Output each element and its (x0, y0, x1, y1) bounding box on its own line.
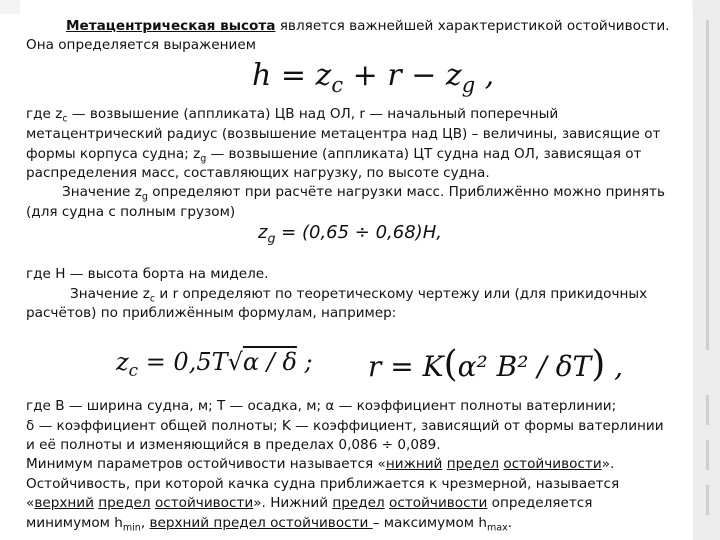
term-metacentric-height: Метацентрическая высота (66, 18, 276, 34)
formula-metacentric-height: $h = z_c + r - z_g$ , (252, 58, 495, 97)
para1-line1: Метацентрическая высота является важнейшей характеристикой остойчивости. (66, 18, 670, 34)
formula-zc: $z_c = 0,5T√\alpha / \delta$ ; (116, 348, 313, 380)
slide-content (20, 0, 692, 540)
para4-line7: минимумом $h_{min}$, верхний предел остойчивости – максимумом $h_{max}$. (26, 515, 513, 534)
formula-zg-approx: $z_g = (0,65 \div 0,68)H$, (258, 222, 442, 246)
para2-line5: Значение $z_g$ определяют при расчёте нагрузки масс. Приближённо можно принять (62, 184, 665, 203)
formula-r: r = K(α² B² / δT) , (368, 344, 624, 385)
para4-line6: «верхний предел остойчивости». Нижний предел остойчивости определяется (26, 495, 593, 511)
para3-line2: Значение $z_c$ и r определяют по теоретическому чертежу или (для прикидочных (70, 286, 648, 305)
para4-line2: δ — коэффициент общей полноты; K — коэффициент, зависящий от формы ватерлинии (26, 418, 664, 434)
para2-line6: (для судна с полным грузом) (26, 204, 236, 220)
para2-line1: где $z_c$ — возвышение (аппликата) ЦВ над ОЛ, r — начальный поперечный (26, 106, 559, 125)
para3-line3: расчётов) по приближённым формулам, например: (26, 305, 397, 321)
para1-line2: Она определяется выражением (26, 37, 256, 53)
para4-line4: Минимум параметров остойчивости называется «нижний предел остойчивости». (26, 456, 615, 472)
right-decor-bar (693, 0, 720, 540)
para4-line5: Остойчивость, при которой качка судна приближается к чрезмерной, называется (26, 476, 620, 492)
para2-line2: метацентрический радиус (возвышение метацентра над ЦВ) – величины, зависящие от (26, 126, 661, 142)
para2-line3: формы корпуса судна; $z_g$ — возвышение (аппликата) ЦТ судна над ОЛ, зависящая от (26, 146, 642, 165)
para4-line3: и её полноты и изменяющийся в пределах 0,086 ÷ 0,089. (26, 437, 441, 453)
para2-line4: распределения масс, составляющих нагрузку, по высоте судна. (26, 165, 490, 181)
para4-line1: где B — ширина судна, м; T — осадка, м; α — коэффициент полноты ватерлинии; (26, 398, 617, 414)
para3-line1: где H — высота борта на миделе. (26, 266, 269, 282)
